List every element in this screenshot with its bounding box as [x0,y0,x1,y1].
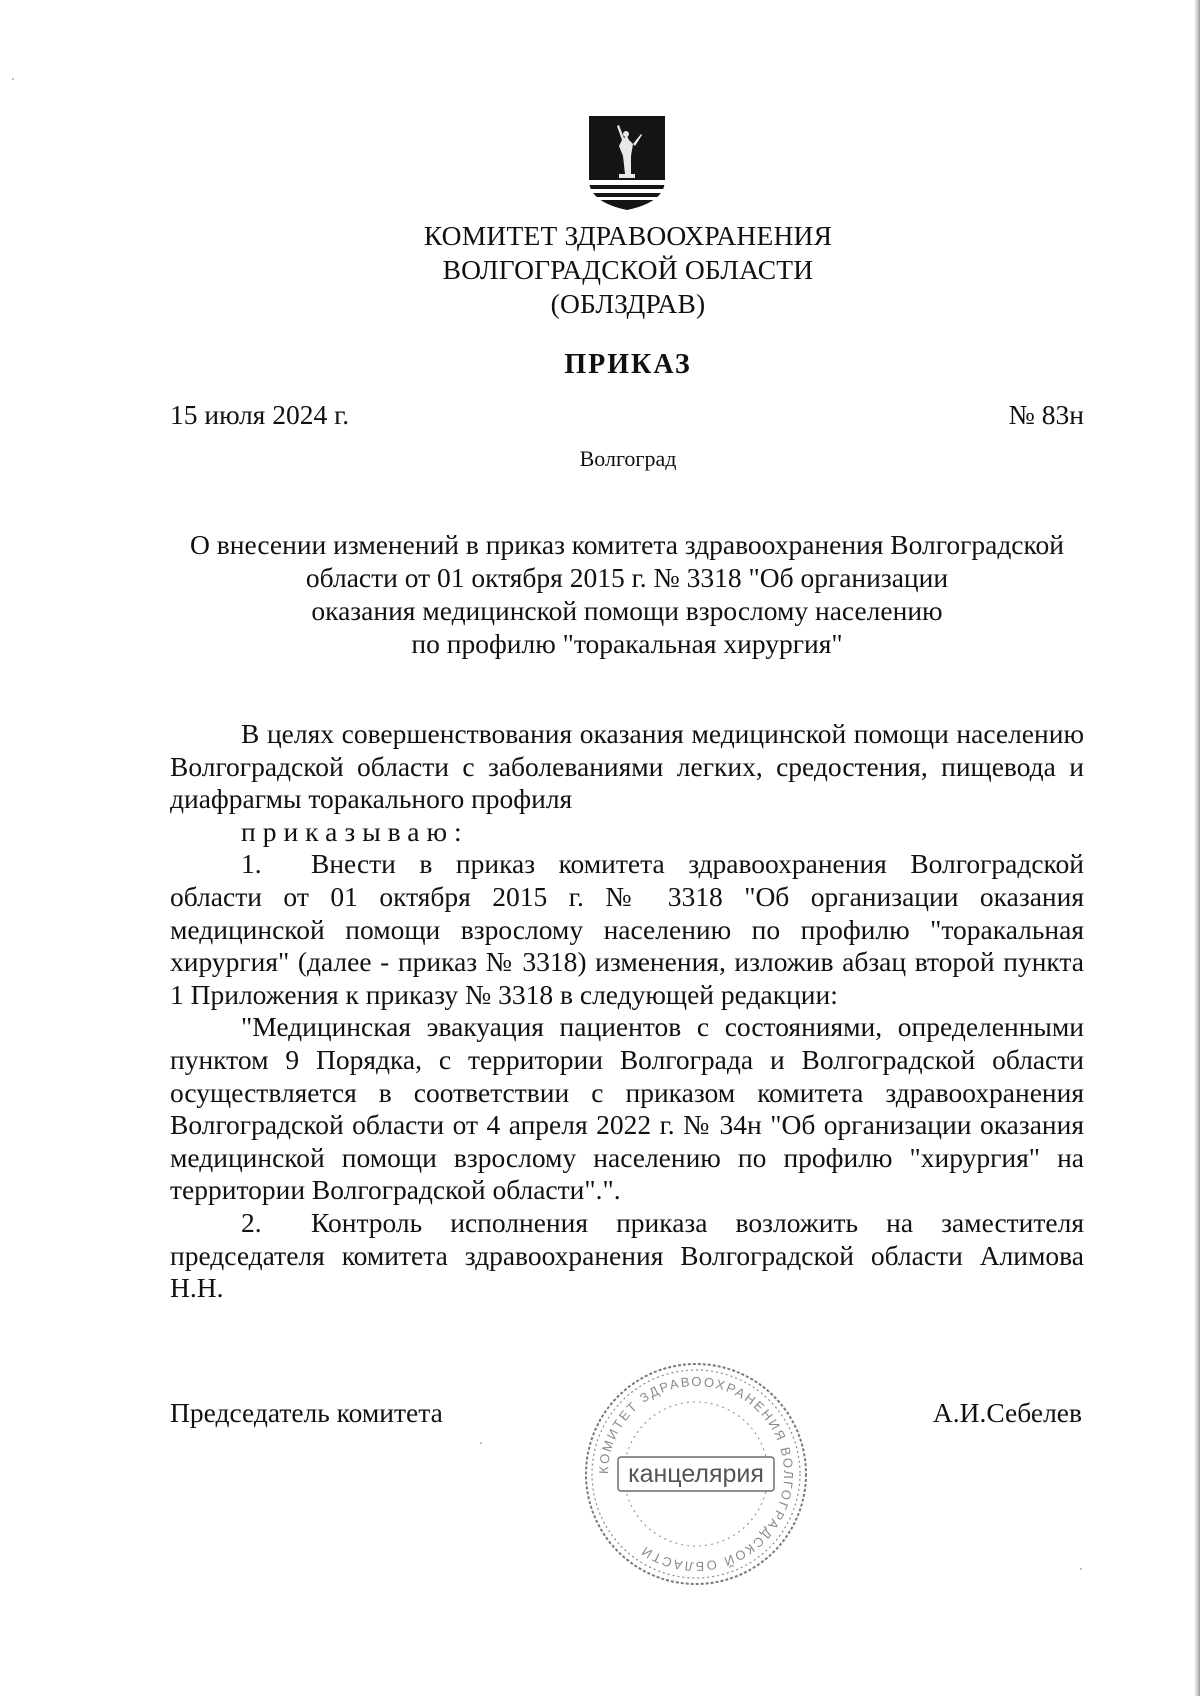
org-line-1: КОМИТЕТ ЗДРАВООХРАНЕНИЯ [423,220,833,251]
signature-position: Председатель комитета [170,1397,443,1428]
organization-name [0,219,1200,321]
office-stamp [582,1360,810,1588]
order-word-paragraph [170,816,1084,849]
scan-speck [1080,1568,1082,1570]
order-date: 15 июля 2024 г. [170,399,350,430]
subject-line-4: по профилю "торакальная хирургия" [411,628,843,659]
item-1-text: Внести в приказ комитета здравоохранения Волгоградской области от 01 октября 2015 г. № 3318 "Об организации оказания медицинской помощи взрослому населению по профилю "торакальная хирургия" (далее - приказ № 3318) изменения, изложив абзац второй пункта 1 Приложения к приказу № 3318 в следующей редакции: [170,848,1084,1010]
item-1-number: 1. [241,848,262,880]
order-title: ПРИКАЗ [564,349,692,380]
order-subject [170,528,1084,660]
org-line-3: (ОБЛЗДРАВ) [550,288,706,319]
item-2-number: 2. [241,1206,262,1238]
subject-line-3: оказания медицинской помощи взрослому населению [311,595,943,626]
preamble-paragraph: В целях совершенствования оказания медицинской помощи населению Волгоградской области с заболеваниями легких, средостения, пищевода и диафрагмы торакального профиля [170,718,1084,815]
quote-paragraph: "Медицинская эвакуация пациентов с состояниями, определенными пунктом 9 Порядка, с территории Волгограда и Волгоградской области осуществляется в соответствии с приказом комитета здравоохранения Волгоградской области от 4 апреля 2022 г. № 34н "Об организации оказания медицинской помощи взрослому населению по профилю "хирургия" на территории Волгоградской области".". [170,1011,1084,1206]
scan-speck [480,1442,482,1444]
signature-name: А.И.Себелев [932,1397,1082,1428]
item-2-paragraph [170,1207,1084,1305]
item-2-text: Контроль исполнения приказа возложить на заместителя председателя комитета здравоохранения Волгоградской области Алимова Н.Н. [170,1206,1084,1304]
subject-line-1: О внесении изменений в приказ комитета здравоохранения Волгоградской [190,529,1064,560]
scan-speck [12,78,14,80]
order-city: Волгоград [579,446,677,471]
org-line-2: ВОЛГОГРАДСКОЙ ОБЛАСТИ [442,254,814,285]
stamp-ring-text: КОМИТЕТ ЗДРАВООХРАНЕНИЯ ВОЛГОГРАДСКОЙ ОБЛАСТИ [595,1373,797,1575]
order-number: № 83н [1008,399,1084,430]
item-1-paragraph [170,848,1084,1011]
order-word: приказываю: [241,815,469,847]
stamp-center-text: канцелярия [628,1460,764,1488]
subject-line-2: области от 01 октября 2015 г. № 3318 "Об организации [305,562,949,593]
coat-of-arms-icon [589,116,665,210]
order-body [170,718,1084,1305]
